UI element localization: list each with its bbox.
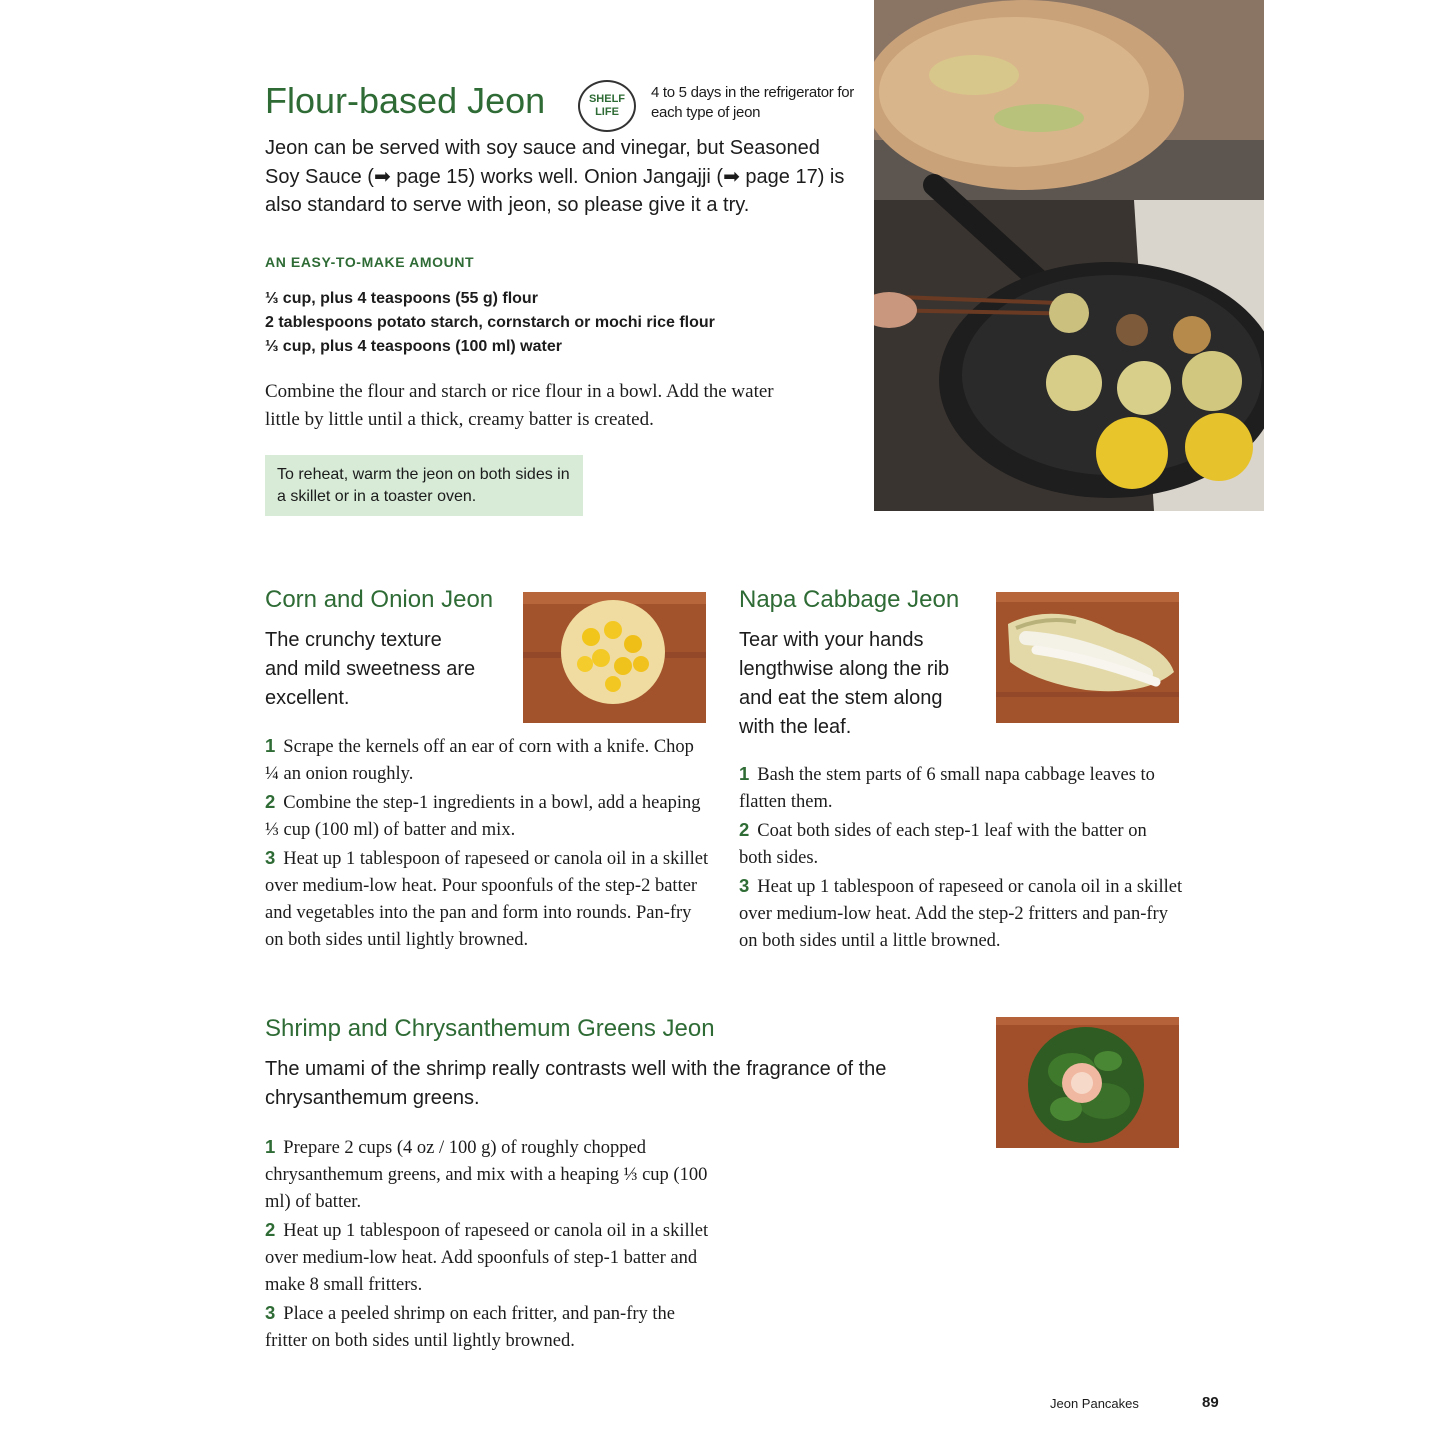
- napa-cabbage-jeon-photo: [996, 592, 1179, 723]
- ingredient-item: 2 tablespoons potato starch, cornstarch or mochi rice flour: [265, 314, 715, 331]
- recipe-step: [265, 1299, 710, 1355]
- step-text: Prepare 2 cups (4 oz / 100 g) of roughly chopped chrysanthemum greens, and mix with a heaping ⅓ cup (100 ml) of batter.: [265, 1138, 708, 1212]
- recipe-step: [265, 1133, 710, 1216]
- step-text: Heat up 1 tablespoon of rapeseed or canola oil in a skillet over medium-low heat. Add the step-2 fritters and pan-fry on both sides until a little browned.: [739, 877, 1183, 951]
- recipe-title-napa-cabbage: Napa Cabbage Jeon: [739, 586, 960, 613]
- step-text: Place a peeled shrimp on each fritter, and pan-fry the fritter on both sides until lightly browned.: [265, 1304, 675, 1351]
- step-number: 3: [739, 875, 750, 896]
- corn-onion-jeon-photo: [523, 592, 706, 723]
- recipe-step: [739, 872, 1184, 955]
- recipe-step: [265, 844, 710, 954]
- recipe-step: [265, 732, 710, 788]
- step-text: Coat both sides of each step-1 leaf with the batter on both sides.: [739, 821, 1147, 868]
- shelf-life-badge-line2: LIFE: [595, 106, 619, 118]
- step-number: 2: [265, 791, 276, 812]
- step-text: Combine the step-1 ingredients in a bowl, add a heaping ⅓ cup (100 ml) of batter and mix.: [265, 793, 701, 840]
- recipe-title-corn-onion: Corn and Onion Jeon: [265, 586, 494, 613]
- step-number: 1: [739, 763, 750, 784]
- page-title: Flour-based Jeon: [265, 80, 546, 121]
- step-number: 3: [265, 1302, 276, 1323]
- recipe-description-shrimp-greens: The umami of the shrimp really contrasts well with the fragrance of the chrysanthemum greens.: [265, 1058, 887, 1109]
- reheat-tip: To reheat, warm the jeon on both sides in a skillet or in a toaster oven.: [265, 455, 583, 516]
- recipe-steps-corn-onion: [265, 732, 710, 954]
- step-text: Bash the stem parts of 6 small napa cabbage leaves to flatten them.: [739, 765, 1155, 812]
- shrimp-greens-jeon-photo: [996, 1017, 1179, 1148]
- recipe-step: [739, 816, 1184, 872]
- recipe-steps-shrimp-greens: [265, 1133, 710, 1355]
- batter-instructions: Combine the flour and starch or rice flour in a bowl. Add the water little by little until a thick, creamy batter is created.: [265, 381, 774, 430]
- page-number: 89: [1202, 1394, 1219, 1411]
- recipe-steps-napa-cabbage: [739, 760, 1184, 955]
- step-number: 1: [265, 735, 276, 756]
- step-number: 2: [265, 1219, 276, 1240]
- shelf-life-badge-line1: SHELF: [588, 93, 626, 105]
- recipe-step: [739, 760, 1184, 816]
- shelf-life-badge: [578, 80, 636, 132]
- step-number: 2: [739, 819, 750, 840]
- ingredient-item: ⅓ cup, plus 4 teaspoons (55 g) flour: [265, 290, 538, 307]
- step-number: 1: [265, 1136, 276, 1157]
- footer-section-label: Jeon Pancakes: [1050, 1396, 1139, 1411]
- intro-paragraph: Jeon can be served with soy sauce and vinegar, but Seasoned Soy Sauce (➡ page 15) works well. Onion Jangajji (➡ page 17) is also standard to serve with jeon, so please give it a try.: [265, 137, 845, 216]
- recipe-description-napa-cabbage: Tear with your hands lengthwise along the rib and eat the stem along with the leaf.: [739, 629, 950, 738]
- step-text: Heat up 1 tablespoon of rapeseed or canola oil in a skillet over medium-low heat. Pour spoonfuls of the step-2 batter and vegetables into the pan and form into rounds. Pan-fry on both sides until lightly browned.: [265, 849, 709, 950]
- recipe-step: [265, 788, 710, 844]
- shelf-life-text: 4 to 5 days in the refrigerator for each type of jeon: [651, 84, 854, 121]
- step-text: Scrape the kernels off an ear of corn with a knife. Chop ¼ an onion roughly.: [265, 737, 694, 784]
- recipe-title-shrimp-greens: Shrimp and Chrysanthemum Greens Jeon: [265, 1015, 715, 1042]
- amount-heading: AN EASY-TO-MAKE AMOUNT: [265, 254, 475, 270]
- recipe-description-corn-onion: The crunchy texture and mild sweetness are excellent.: [265, 629, 476, 709]
- jeon-skillet-photo: [874, 0, 1264, 511]
- step-number: 3: [265, 847, 276, 868]
- ingredient-list: [265, 287, 715, 359]
- recipe-step: [265, 1216, 710, 1299]
- ingredient-item: ⅓ cup, plus 4 teaspoons (100 ml) water: [265, 338, 562, 355]
- step-text: Heat up 1 tablespoon of rapeseed or canola oil in a skillet over medium-low heat. Add spoonfuls of step-1 batter and make 8 small fritters.: [265, 1221, 709, 1295]
